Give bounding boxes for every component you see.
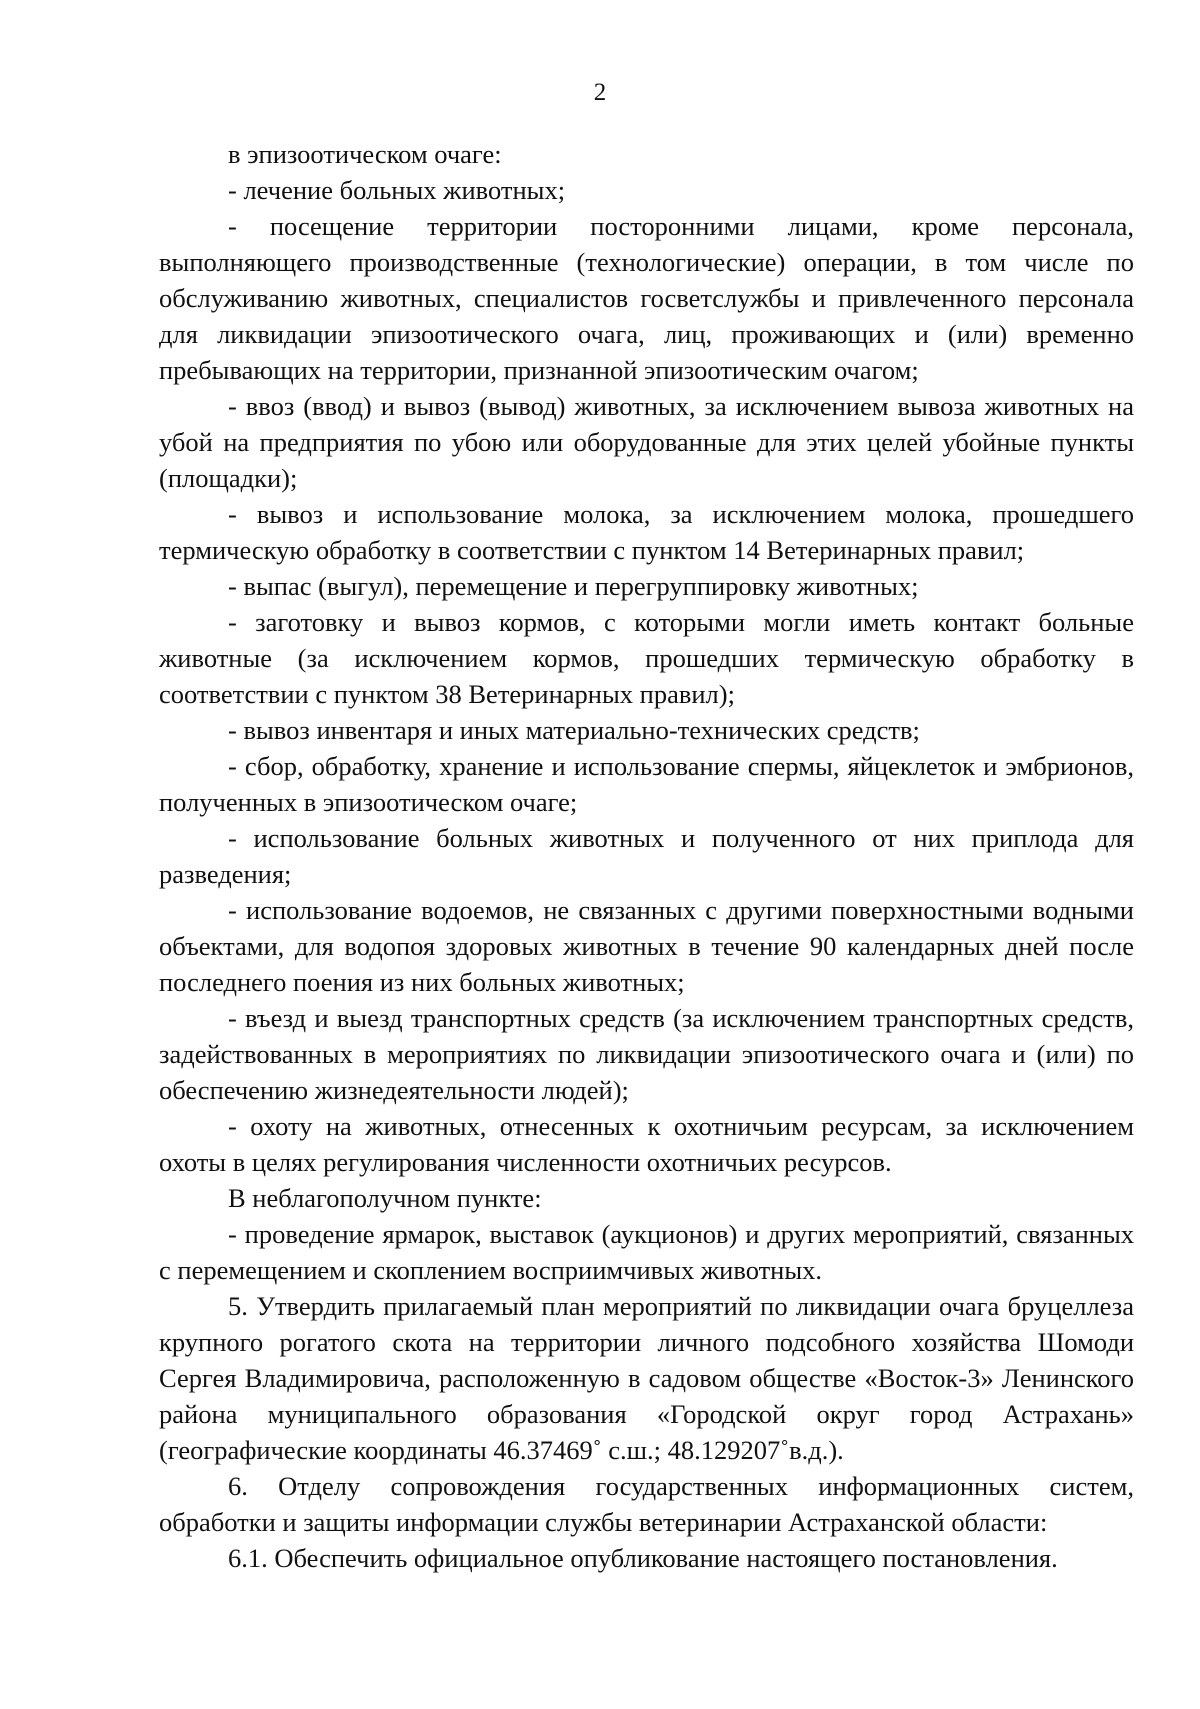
list-item-milk: - вывоз и использование молока, за исключением молока, прошедшего термическую обработку в соответствии с пунктом 14 Ветеринарных правил;: [159, 499, 1134, 565]
clause-6-1: 6.1. Обеспечить официальное опубликование настоящего постановления.: [228, 1543, 1058, 1573]
list-item-vehicles: - въезд и выезд транспортных средств (за исключением транспортных средств, задействованных в мероприятиях по ликвидации эпизоотического очага и (или) по обеспечению жизнедеятельности людей);: [159, 1003, 1134, 1105]
list-item-fairs: - проведение ярмарок, выставок (аукционов) и других мероприятий, связанных с перемещением и скоплением восприимчивых животных.: [159, 1219, 1134, 1285]
list-item-feed: - заготовку и вывоз кормов, с которыми могли иметь контакт больные животные (за исключением кормов, прошедших термическую обработку в соответствии с пунктом 38 Ветеринарных правил);: [159, 607, 1134, 709]
clause-6: 6. Отделу сопровождения государственных информационных систем, обработки и защиты информации службы ветеринарии Астраханской области:: [159, 1471, 1134, 1537]
list-item-animal-transport: - ввоз (ввод) и вывоз (вывод) животных, за исключением вывоза животных на убой на предприятия по убою или оборудованные для этих целей убойные пункты (площадки);: [159, 391, 1134, 493]
clause-5: 5. Утвердить прилагаемый план мероприятий по ликвидации очага бруцеллеза крупного рогатого скота на территории личного подсобного хозяйства Шомоди Сергея Владимировича, расположенную в садовом обществе «Восток-3» Ленинского района муниципального образования «Городской округ город Астрахань» (географические координаты 46.37469˚ с.ш.; 48.129207˚в.д.).: [159, 1291, 1134, 1465]
list-item-water: - использование водоемов, не связанных с другими поверхностными водными объектами, для водопоя здоровых животных в течение 90 календарных дней после последнего поения из них больных животных;: [159, 895, 1134, 997]
list-item-inventory: - вывоз инвентаря и иных материально-технических средств;: [228, 715, 920, 745]
list-item-treatment: - лечение больных животных;: [228, 175, 566, 205]
page-number: 2: [593, 79, 607, 106]
list-item-breeding: - использование больных животных и полученного от них приплода для разведения;: [159, 823, 1134, 889]
list-item-sperm: - сбор, обработку, хранение и использование спермы, яйцеклеток и эмбрионов, полученных в эпизоотическом очаге;: [159, 751, 1134, 817]
document-body: [159, 136, 1134, 1576]
list-item-visiting: - посещение территории посторонними лицами, кроме персонала, выполняющего производственные (технологические) операции, в том числе по обслуживанию животных, специалистов госветслужбы и привлеченного персонала для ликвидации эпизоотического очага, лиц, проживающих и (или) временно пребывающих на территории, признанной эпизоотическим очагом;: [159, 211, 1134, 385]
paragraph-intro: в эпизоотическом очаге:: [228, 139, 502, 169]
list-item-grazing: - выпас (выгул), перемещение и перегруппировку животных;: [228, 571, 919, 601]
list-item-hunting: - охоту на животных, отнесенных к охотничьим ресурсам, за исключением охоты в целях регулирования численности охотничьих ресурсов.: [159, 1111, 1134, 1177]
paragraph-unfavorable-point: В неблагополучном пункте:: [228, 1183, 542, 1213]
